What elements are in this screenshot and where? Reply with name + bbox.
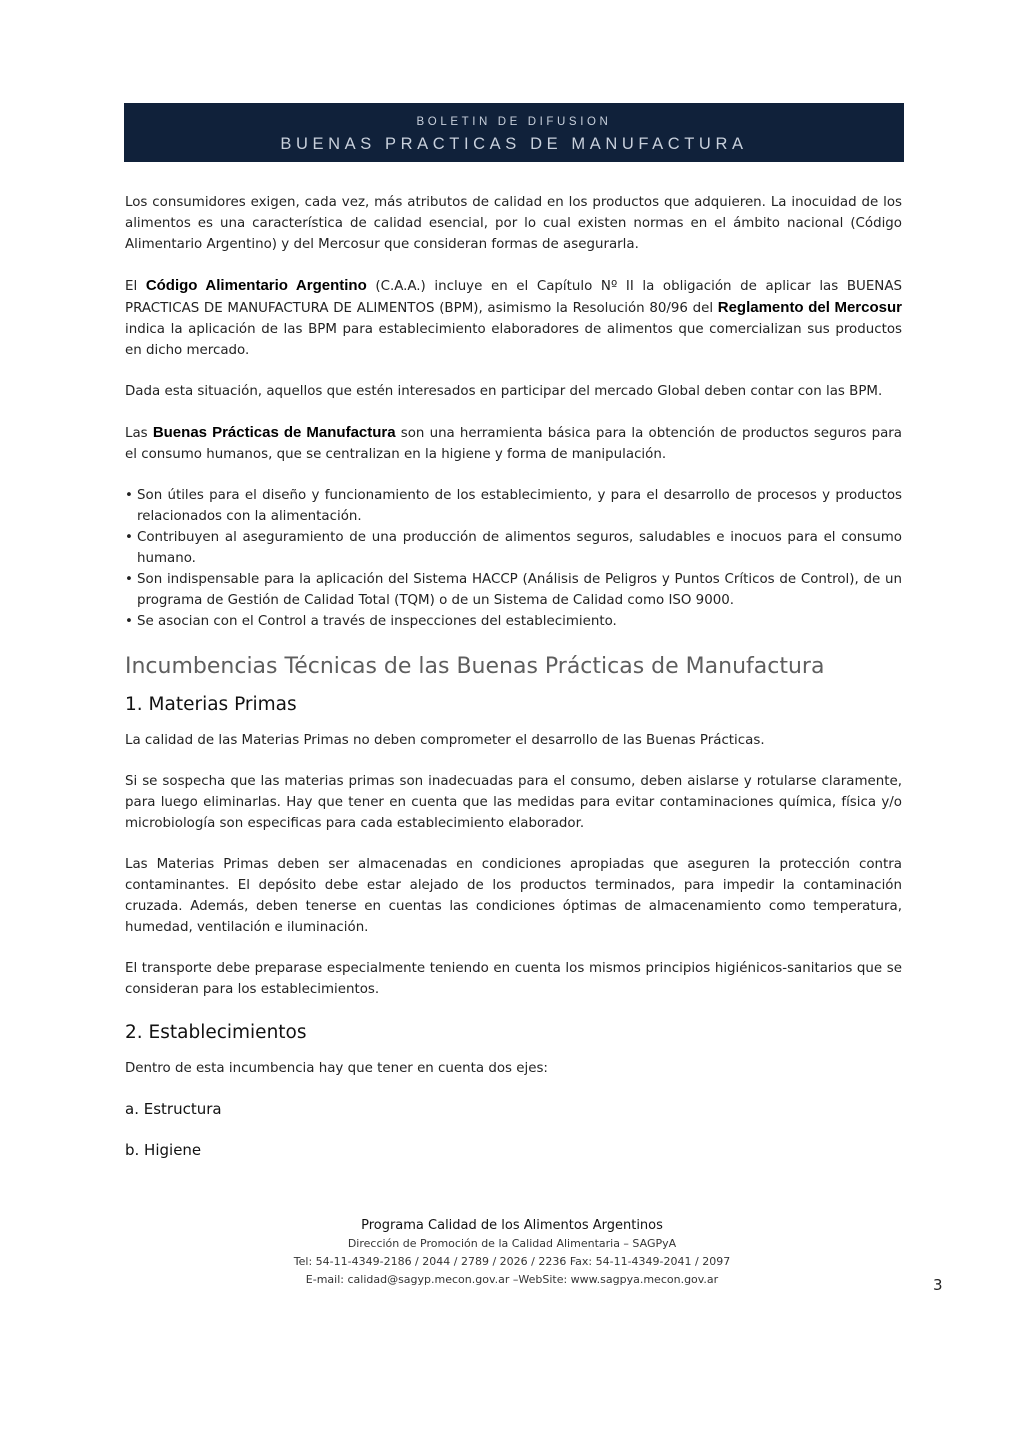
materias-primas-paragraph-3: Las Materias Primas deben ser almacenadas en condiciones apropiadas que aseguren la protección contra contaminantes. El depósito debe estar alejado de los productos terminados, para impedir la contaminación cruzada. Además, deben tenerse en cuentas las condiciones óptimas de almacenamiento como temperatura, humedad, ventilación e iluminación. xyxy=(125,857,902,935)
item-higiene: b. Higiene xyxy=(125,1141,202,1159)
text-run: (C.A.A.) incluye en el Capítulo Nº II la obligación de aplicar las BUENAS PRACTICAS DE MANUFACTURA DE ALIMENTOS (BPM), asimismo la Resolución 80/96 del xyxy=(125,279,902,316)
list-item xyxy=(125,485,902,527)
materias-primas-paragraph-2: Si se sospecha que las materias primas son inadecuadas para el consumo, deben aislarse y rotularse claramente, para luego eliminarlas. Hay que tener en cuenta que las medidas para evitar contaminaciones química, física y/o microbiología son especificas para cada establecimiento elaborador. xyxy=(125,774,902,831)
intro-paragraph-4 xyxy=(125,422,902,465)
list-item-text: Son indispensable para la aplicación del Sistema HACCP (Análisis de Peligros y Puntos Críticos de Control), de un programa de Gestión de Calidad Total (TQM) o de un Sistema de Calidad como ISO 9000. xyxy=(137,572,902,608)
bullet-icon: • xyxy=(125,572,133,587)
document-body xyxy=(125,192,902,1181)
bold-term-mercosur: Reglamento del Mercosur xyxy=(717,299,902,316)
intro-paragraph-1: Los consumidores exigen, cada vez, más atributos de calidad en los productos que adquieren. La inocuidad de los alimentos es una característica de calidad esencial, por lo cual existen normas en el ámbito nacional (Código Alimentario Argentino) y del Mercosur que consideran formas de asegurarla. xyxy=(125,195,902,252)
bold-term-bpm: Buenas Prácticas de Manufactura xyxy=(152,424,396,441)
footer-phones: Tel: 54-11-4349-2186 / 2044 / 2789 / 2026 / 2236 Fax: 54-11-4349-2041 / 2097 xyxy=(293,1255,731,1268)
footer-department: Dirección de Promoción de la Calidad Alimentaria – SAGPyA xyxy=(347,1237,677,1250)
subheading-establecimientos: 2. Establecimientos xyxy=(125,1022,307,1043)
list-item xyxy=(125,611,902,632)
text-run: Las xyxy=(125,426,153,441)
intro-paragraph-2 xyxy=(125,275,902,361)
footer-organization: Programa Calidad de los Alimentos Argentinos xyxy=(361,1218,663,1233)
page-number: 3 xyxy=(933,1276,943,1294)
list-item-text: Contribuyen al aseguramiento de una producción de alimentos seguros, saludables e inocuos para el consumo humano. xyxy=(137,530,902,566)
banner-subtitle: BOLETIN DE DIFUSION xyxy=(416,116,612,128)
bullet-icon: • xyxy=(125,488,133,503)
list-item-text: Son útiles para el diseño y funcionamiento de los establecimiento, y para el desarrollo de procesos y productos relacionados con la alimentación. xyxy=(137,488,902,524)
materias-primas-paragraph-4: El transporte debe preparase especialmente teniendo en cuenta los mismos principios higiénicos-sanitarios que se consideran para los establecimientos. xyxy=(125,961,902,997)
banner-title: BUENAS PRACTICAS DE MANUFACTURA xyxy=(280,135,748,153)
page-footer xyxy=(0,1216,1024,1289)
text-run: El xyxy=(125,279,146,294)
item-estructura: a. Estructura xyxy=(125,1100,222,1118)
bullet-icon: • xyxy=(125,530,133,545)
list-item-text: Se asocian con el Control a través de inspecciones del establecimiento. xyxy=(137,614,617,629)
list-item xyxy=(125,527,902,569)
intro-paragraph-3: Dada esta situación, aquellos que estén interesados en participar del mercado Global deben contar con las BPM. xyxy=(125,384,883,399)
bullet-icon: • xyxy=(125,614,133,629)
materias-primas-paragraph-1: La calidad de las Materias Primas no deben comprometer el desarrollo de las Buenas Prácticas. xyxy=(125,733,765,748)
text-run: son una herramienta básica para la obtención de productos seguros para el consumo humanos, que se centralizan en la higiene y forma de manipulación. xyxy=(125,426,902,462)
bpm-benefits-list xyxy=(125,485,902,632)
section-heading: Incumbencias Técnicas de las Buenas Prácticas de Manufactura xyxy=(125,654,825,679)
bold-term-caa: Código Alimentario Argentino xyxy=(145,277,367,294)
footer-contact: E-mail: calidad@sagyp.mecon.gov.ar –WebSite: www.sagpya.mecon.gov.ar xyxy=(305,1273,719,1286)
subheading-materias-primas: 1. Materias Primas xyxy=(125,694,297,715)
text-run: indica la aplicación de las BPM para establecimiento elaboradores de alimentos que comercializan sus productos en dicho mercado. xyxy=(125,322,902,358)
header-banner xyxy=(124,103,904,162)
establecimientos-paragraph: Dentro de esta incumbencia hay que tener en cuenta dos ejes: xyxy=(125,1061,548,1076)
list-item xyxy=(125,569,902,611)
